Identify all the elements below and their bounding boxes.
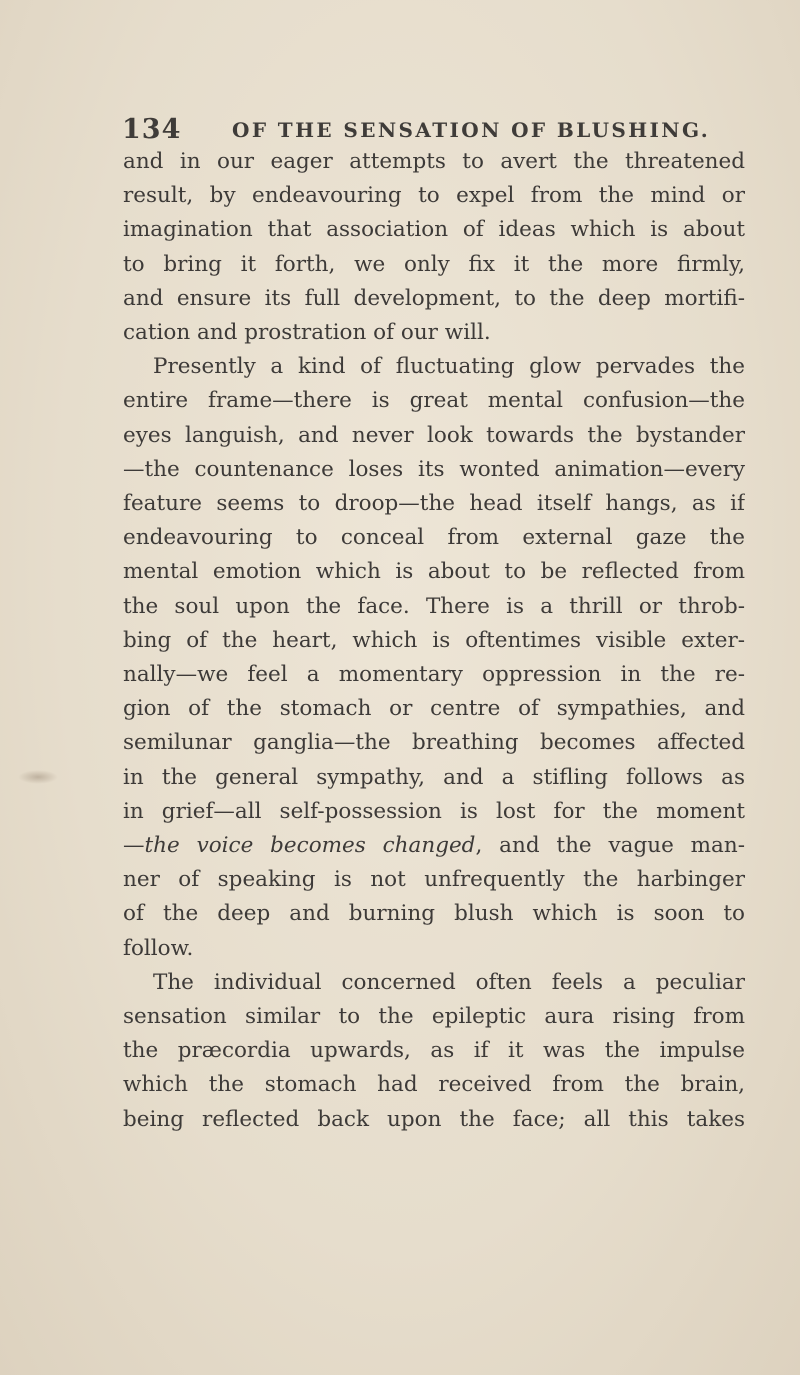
text-line: bing of the heart, which is oftentimes visible exter- xyxy=(123,627,745,653)
text-line: follow. xyxy=(123,935,194,961)
body-text xyxy=(123,145,745,1137)
text-line: endeavouring to conceal from external gaze the xyxy=(123,525,745,551)
text-line: to bring it forth, we only fix it the more firmly, xyxy=(123,251,745,277)
text-line: which the stomach had received from the brain, xyxy=(123,1072,745,1098)
paragraph-start-line: Presently a kind of fluctuating glow pervades the xyxy=(153,354,745,380)
text-line: and in our eager attempts to avert the threatened xyxy=(123,149,745,174)
page-number: 134 xyxy=(122,114,182,145)
page-header xyxy=(122,114,742,148)
text-line: result, by endeavouring to expel from the mind or xyxy=(123,183,745,209)
margin-smudge xyxy=(18,770,58,784)
text-line: feature seems to droop—the head itself hangs, as if xyxy=(123,491,745,517)
running-head: OF THE SENSATION OF BLUSHING. xyxy=(232,118,711,142)
text-line: in grief—all self-possession is lost for the moment xyxy=(123,798,745,824)
paragraph-start-line: The individual concerned often feels a peculiar xyxy=(153,969,745,995)
text-line: in the general sympathy, and a stifling follows as xyxy=(123,764,745,790)
text-line-with-italics: —the voice becomes changed, and the vague man- xyxy=(123,833,745,859)
italic-phrase: the voice becomes changed xyxy=(144,833,476,859)
text-line: imagination that association of ideas which is about xyxy=(123,217,745,243)
text-line: the præcordia upwards, as if it was the impulse xyxy=(123,1038,745,1064)
text-line: semilunar ganglia—the breathing becomes affected xyxy=(123,730,745,756)
text-line: cation and prostration of our will. xyxy=(123,320,491,346)
text-line: of the deep and burning blush which is soon to xyxy=(123,901,745,927)
text-line: eyes languish, and never look towards the bystander xyxy=(123,422,745,448)
text-line: and ensure its full development, to the deep mortifi- xyxy=(123,285,745,311)
text-line: sensation similar to the epileptic aura rising from xyxy=(123,1004,745,1030)
text-line: nally—we feel a momentary oppression in the re- xyxy=(123,662,745,688)
text-line: ner of speaking is not unfrequently the harbinger xyxy=(123,867,745,893)
text-line: being reflected back upon the face; all this takes xyxy=(123,1106,745,1132)
text-line: mental emotion which is about to be reflected from xyxy=(123,559,745,585)
text-line: —the countenance loses its wonted animation—every xyxy=(123,456,745,482)
text-line: gion of the stomach or centre of sympathies, and xyxy=(123,696,745,722)
text-line: the soul upon the face. There is a thrill or throb- xyxy=(123,593,745,619)
text-line: entire frame—there is great mental confusion—the xyxy=(123,388,745,414)
